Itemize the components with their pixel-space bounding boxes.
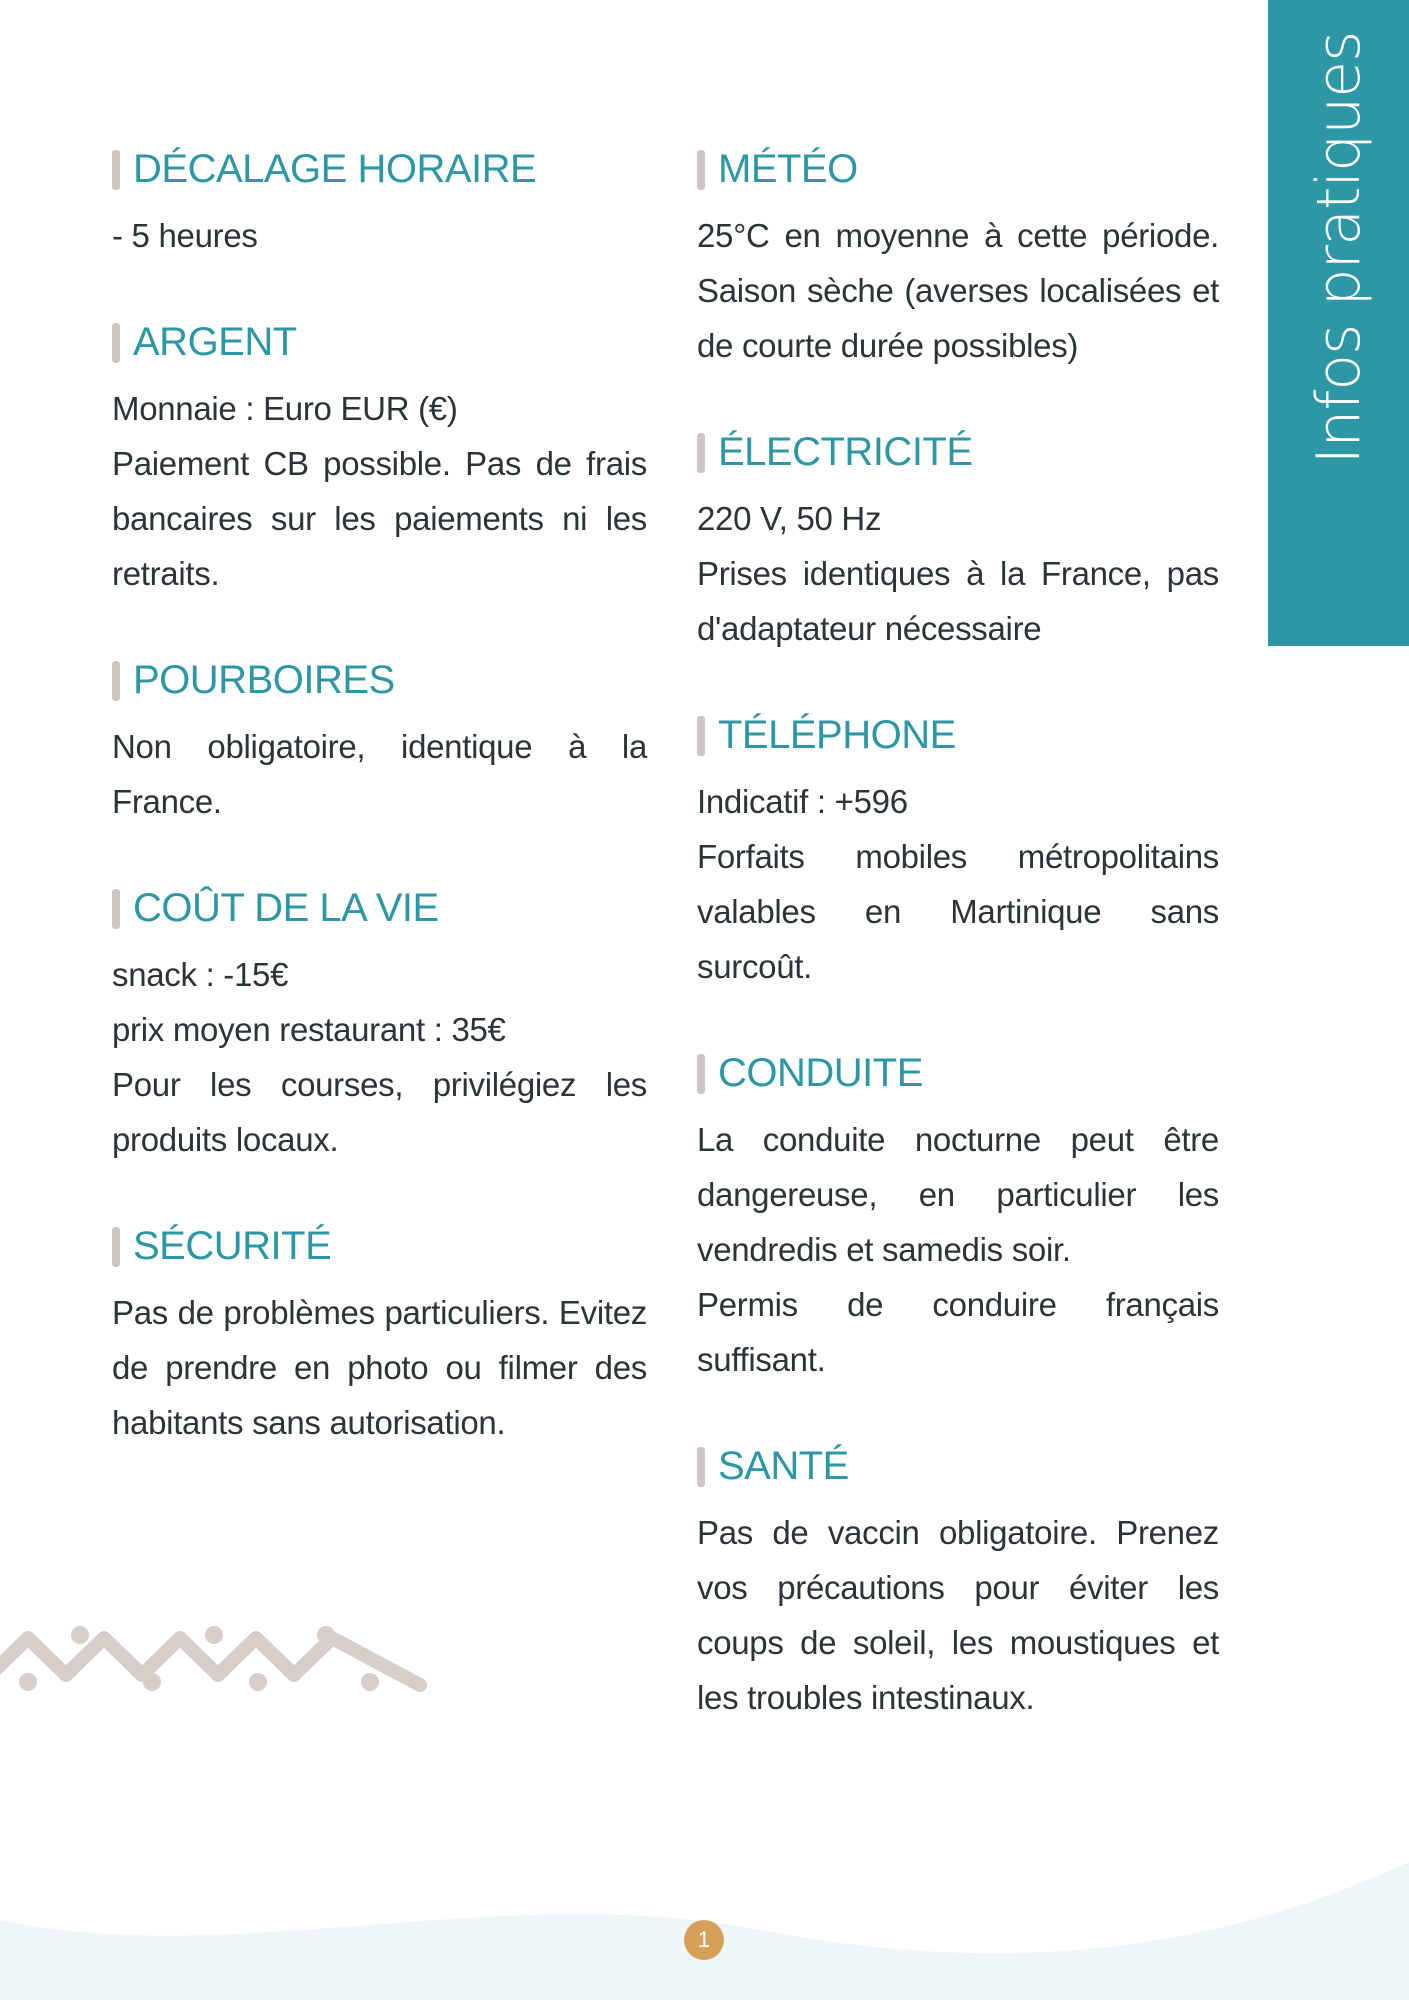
section-conduite — [697, 1046, 1219, 1387]
section-argent — [112, 315, 647, 601]
section-text: 25°C en moyenne à cette période. Saison sèche (averses localisées et de courte durée possibles) — [697, 217, 1219, 364]
section-telephone — [697, 708, 1219, 994]
section-sante — [697, 1439, 1219, 1725]
section-text: Permis de conduire français suffisant. — [697, 1286, 1219, 1378]
section-title: DÉCALAGE HORAIRE — [112, 142, 647, 196]
right-column — [697, 142, 1219, 1777]
section-title: CONDUITE — [697, 1046, 1219, 1100]
section-title: MÉTÉO — [697, 142, 1219, 196]
section-text: Non obligatoire, identique à la France. — [112, 728, 647, 820]
section-decalage-horaire — [112, 142, 647, 263]
section-text: Pour les courses, privilégiez les produits locaux. — [112, 1066, 647, 1158]
section-electricite — [697, 425, 1219, 656]
section-text: - 5 heures — [112, 217, 258, 254]
section-title: ARGENT — [112, 315, 647, 369]
page-number-badge: 1 — [684, 1920, 724, 1960]
section-text: Pas de problèmes particuliers. Evitez de prendre en photo ou filmer des habitants sans autorisation. — [112, 1294, 647, 1441]
section-text: Pas de vaccin obligatoire. Prenez vos précautions pour éviter les coups de soleil, les moustiques et les troubles intestinaux. — [697, 1514, 1219, 1716]
section-text: snack : -15€ — [112, 956, 289, 993]
side-tab-label: Infos pratiques — [1303, 31, 1374, 465]
section-text: Indicatif : +596 — [697, 783, 908, 820]
section-text: prix moyen restaurant : 35€ — [112, 1011, 506, 1048]
section-title: SANTÉ — [697, 1439, 1219, 1493]
section-text: Monnaie : Euro EUR (€) — [112, 390, 458, 427]
section-pourboires — [112, 653, 647, 829]
section-text: 220 V, 50 Hz — [697, 500, 882, 537]
section-title: TÉLÉPHONE — [697, 708, 1219, 762]
left-column — [112, 142, 647, 1502]
section-text: Prises identiques à la France, pas d'adaptateur nécessaire — [697, 555, 1219, 647]
section-title: SÉCURITÉ — [112, 1219, 647, 1273]
section-text: La conduite nocturne peut être dangereuse, en particulier les vendredis et samedis soir. — [697, 1121, 1219, 1268]
section-text: Forfaits mobiles métropolitains valables en Martinique sans surcoût. — [697, 838, 1219, 985]
zigzag-dots-decoration — [0, 1600, 440, 1700]
section-title: POURBOIRES — [112, 653, 647, 707]
side-tab — [1268, 0, 1409, 646]
section-text: Paiement CB possible. Pas de frais bancaires sur les paiements ni les retraits. — [112, 445, 647, 592]
section-title: ÉLECTRICITÉ — [697, 425, 1219, 479]
section-cout-de-la-vie — [112, 881, 647, 1167]
section-securite — [112, 1219, 647, 1450]
section-title: COÛT DE LA VIE — [112, 881, 647, 935]
section-meteo — [697, 142, 1219, 373]
